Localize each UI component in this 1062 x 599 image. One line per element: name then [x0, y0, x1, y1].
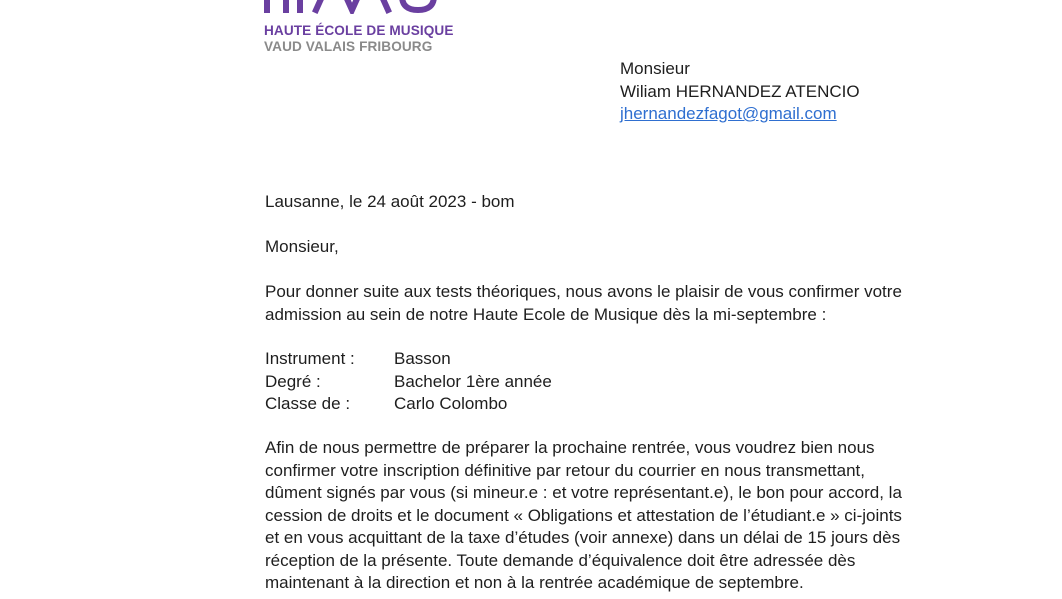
body-line: dûment signés par vous (si mineur.e : et votre représentant.e), le bon pour accord, la [265, 483, 902, 502]
admission-details [265, 348, 552, 416]
hemu-logo [264, 0, 464, 60]
detail-row-degree [265, 371, 552, 394]
body-line: réception de la présente. Toute demande d’équivalence doit être adressée dès [265, 550, 856, 570]
recipient-salutation: Monsieur [620, 59, 690, 78]
body-paragraph [265, 437, 995, 595]
detail-row-class [265, 393, 552, 416]
logo-region: VAUD VALAIS FRIBOURG [264, 39, 433, 54]
hemu-logo-mark [264, 0, 464, 14]
detail-label: Instrument : [265, 349, 355, 368]
recipient-name: Wiliam HERNANDEZ ATENCIO [620, 81, 860, 101]
place-date-text: Lausanne, le 24 août 2023 - bom [265, 192, 515, 211]
intro-paragraph [265, 281, 995, 326]
body-line: et en vous acquittant de la taxe d’études (voir annexe) dans un délai de 15 jours dès [265, 528, 901, 547]
detail-value: Bachelor 1ère année [394, 371, 552, 391]
body-line: Afin de nous permettre de préparer la prochaine rentrée, vous voudrez bien nous [265, 438, 875, 457]
detail-value: Basson [394, 349, 451, 368]
place-date [265, 191, 995, 214]
body-line: maintenant à la direction et non à la rentrée académique de septembre. [265, 573, 804, 592]
intro-line: Pour donner suite aux tests théoriques, nous avons le plaisir de vous confirmer votre [265, 282, 902, 301]
detail-label: Classe de : [265, 394, 351, 413]
intro-line: admission au sein de notre Haute Ecole de Musique dès la mi-septembre : [265, 304, 827, 324]
detail-label: Degré : [265, 371, 321, 391]
recipient-address [620, 58, 860, 126]
detail-value: Carlo Colombo [394, 394, 508, 413]
recipient-email-link[interactable]: jhernandezfagot@gmail.com [620, 104, 837, 123]
logo-school-name: HAUTE ÉCOLE DE MUSIQUE [264, 23, 454, 38]
body-line: confirmer votre inscription définitive par retour du courrier en nous transmettant, [265, 460, 865, 480]
body-line: cession de droits et le document « Obligations et attestation de l’étudiant.e » ci-joints [265, 505, 902, 525]
greeting-text: Monsieur, [265, 237, 339, 256]
detail-row-instrument [265, 348, 552, 371]
greeting [265, 236, 995, 259]
